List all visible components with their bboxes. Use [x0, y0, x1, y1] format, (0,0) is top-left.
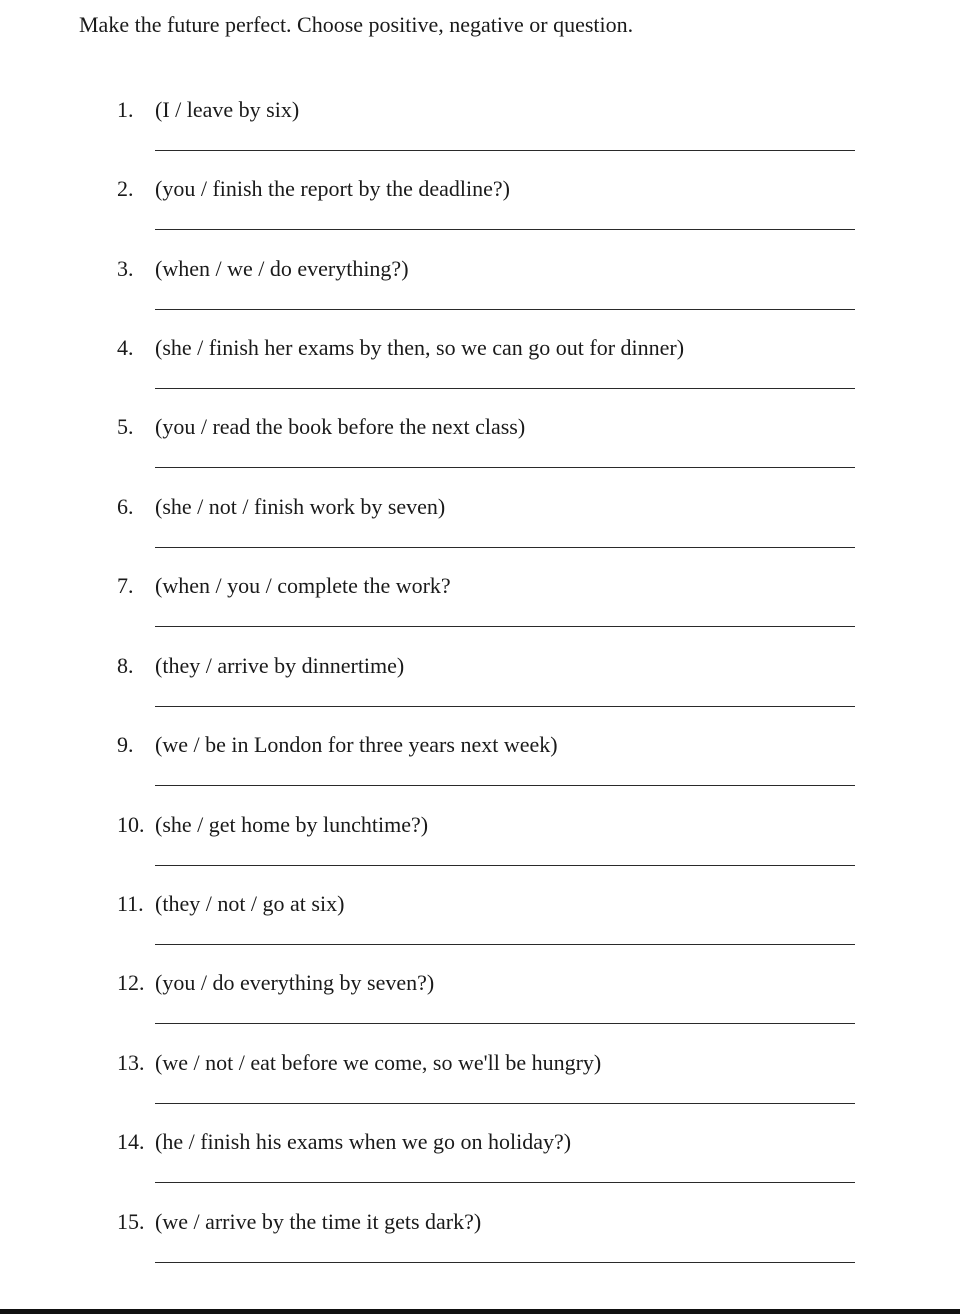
answer-line[interactable]	[155, 309, 855, 310]
exercise-item	[0, 95, 960, 175]
exercise-item	[0, 889, 960, 969]
worksheet-instruction: Make the future perfect. Choose positive, negative or question.	[79, 12, 634, 37]
exercise-prompt: (we / not / eat before we come, so we'll be hungry)	[155, 1050, 602, 1075]
exercise-prompt: (when / you / complete the work?	[155, 573, 451, 598]
exercise-number: 7.	[117, 573, 134, 598]
exercise-item	[0, 1207, 960, 1287]
exercise-number: 9.	[117, 732, 134, 757]
exercise-number: 10.	[117, 812, 145, 837]
exercise-item	[0, 968, 960, 1048]
exercise-item	[0, 412, 960, 492]
exercise-prompt: (they / not / go at six)	[155, 891, 345, 916]
exercise-number: 14.	[117, 1129, 145, 1154]
exercise-item	[0, 333, 960, 413]
exercise-prompt: (I / leave by six)	[155, 97, 300, 122]
exercise-prompt: (they / arrive by dinnertime)	[155, 653, 405, 678]
exercise-prompt: (when / we / do everything?)	[155, 256, 409, 281]
exercise-number: 13.	[117, 1050, 145, 1075]
exercise-item	[0, 651, 960, 731]
exercise-number: 1.	[117, 97, 134, 122]
exercise-number: 12.	[117, 970, 145, 995]
exercise-number: 15.	[117, 1209, 145, 1234]
answer-line[interactable]	[155, 865, 855, 866]
answer-line[interactable]	[155, 1103, 855, 1104]
exercise-item	[0, 492, 960, 572]
exercise-prompt: (we / arrive by the time it gets dark?)	[155, 1209, 482, 1234]
answer-line[interactable]	[155, 1182, 855, 1183]
exercise-prompt: (you / do everything by seven?)	[155, 970, 435, 995]
exercise-number: 2.	[117, 176, 134, 201]
exercise-prompt: (she / not / finish work by seven)	[155, 494, 446, 519]
exercise-prompt: (he / finish his exams when we go on holiday?)	[155, 1129, 572, 1154]
exercise-item	[0, 1048, 960, 1128]
page-bottom-border	[0, 1309, 960, 1314]
answer-line[interactable]	[155, 388, 855, 389]
exercise-prompt: (she / finish her exams by then, so we can go out for dinner)	[155, 335, 685, 360]
exercise-prompt: (we / be in London for three years next week)	[155, 732, 558, 757]
answer-line[interactable]	[155, 706, 855, 707]
exercise-number: 11.	[117, 891, 144, 916]
exercise-number: 5.	[117, 414, 134, 439]
answer-line[interactable]	[155, 150, 855, 151]
answer-line[interactable]	[155, 944, 855, 945]
answer-line[interactable]	[155, 626, 855, 627]
exercise-item	[0, 1127, 960, 1207]
exercise-item	[0, 254, 960, 334]
answer-line[interactable]	[155, 1262, 855, 1263]
exercise-number: 6.	[117, 494, 134, 519]
exercise-prompt: (you / read the book before the next class)	[155, 414, 526, 439]
exercise-item	[0, 571, 960, 651]
exercise-item	[0, 730, 960, 810]
answer-line[interactable]	[155, 547, 855, 548]
exercise-item	[0, 810, 960, 890]
answer-line[interactable]	[155, 229, 855, 230]
exercise-number: 3.	[117, 256, 134, 281]
exercise-number: 8.	[117, 653, 134, 678]
answer-line[interactable]	[155, 1023, 855, 1024]
exercise-prompt: (she / get home by lunchtime?)	[155, 812, 429, 837]
answer-line[interactable]	[155, 467, 855, 468]
exercise-prompt: (you / finish the report by the deadline?)	[155, 176, 510, 201]
exercise-item	[0, 174, 960, 254]
exercise-number: 4.	[117, 335, 134, 360]
answer-line[interactable]	[155, 785, 855, 786]
